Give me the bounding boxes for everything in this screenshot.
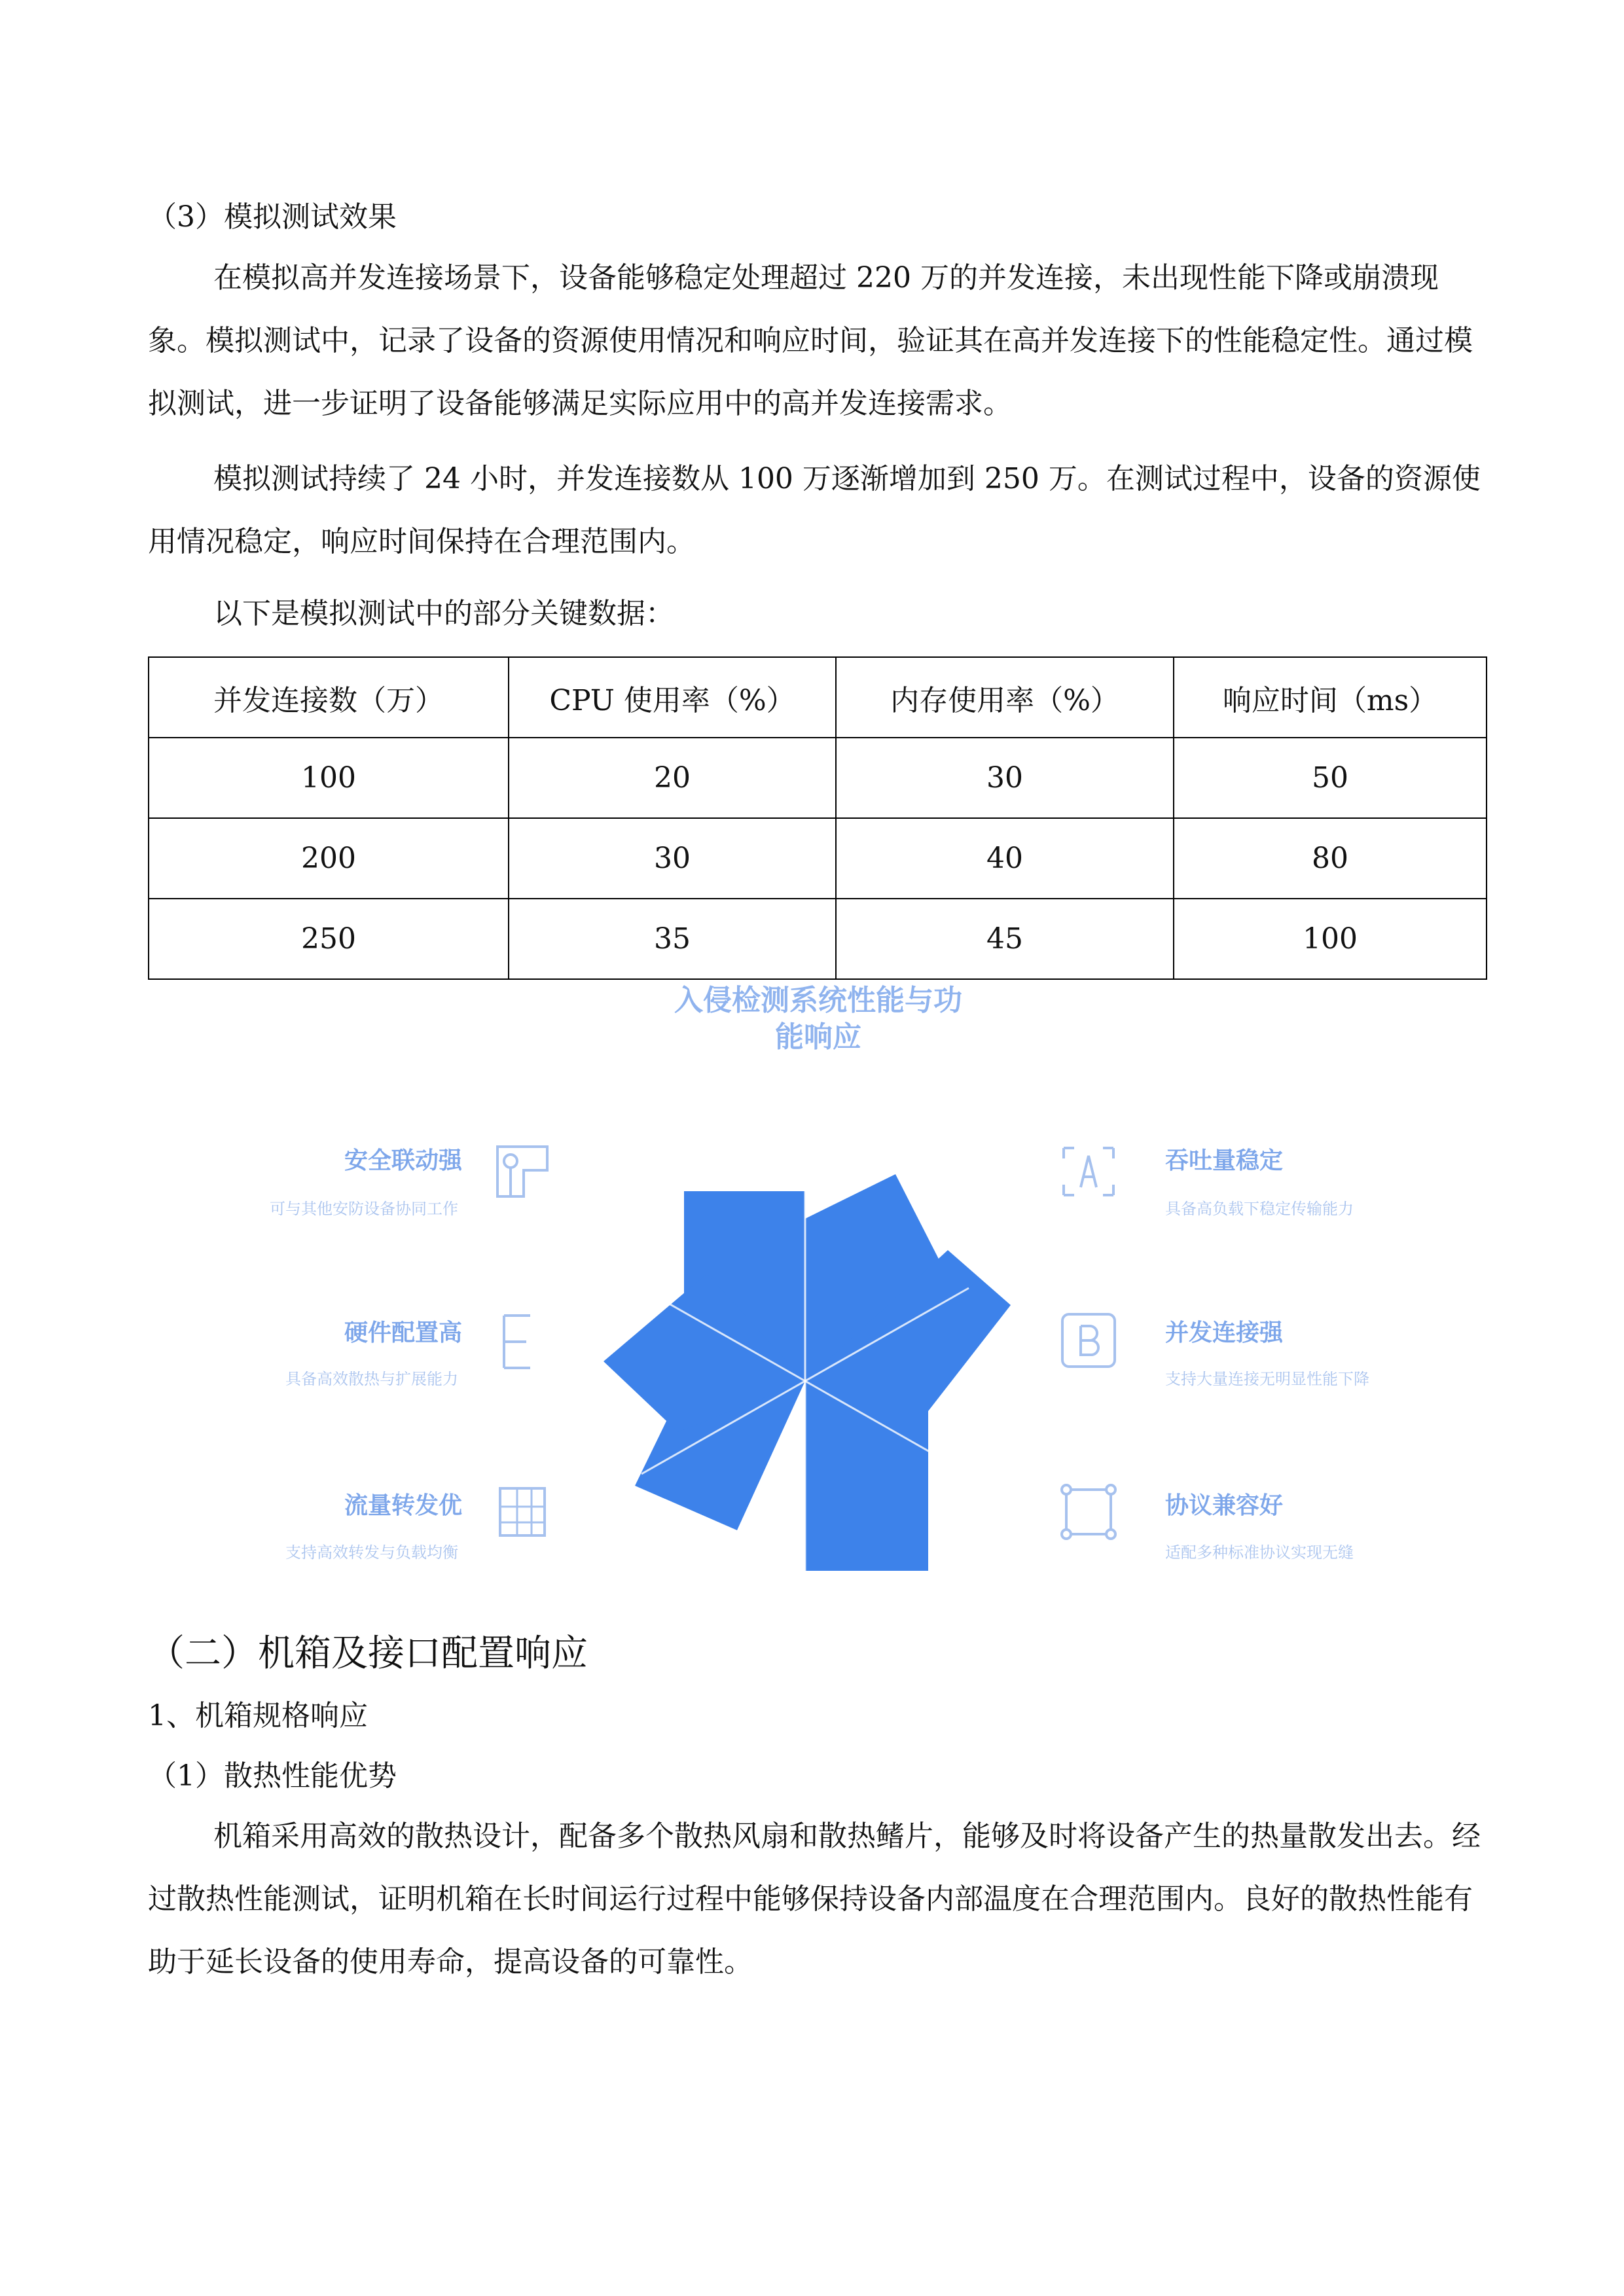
table-cell: 40 (836, 818, 1174, 899)
table-cell: 80 (1174, 818, 1487, 899)
table-row (149, 818, 1487, 899)
layout-icon (491, 1139, 554, 1202)
feature-desc-security-linkage: 可与其他安防设备协同工作 (270, 1200, 458, 1218)
table-header-cell: 响应时间（ms） (1174, 657, 1487, 738)
pinwheel-blade (805, 1381, 928, 1571)
infographic-title-line1: 入侵检测系统性能与功 (674, 984, 962, 1017)
table-cell: 45 (836, 899, 1174, 979)
table-header-cell: CPU 使用率（%） (509, 657, 836, 738)
letter-b-icon (1057, 1309, 1120, 1372)
feature-title-throughput: 吞吐量稳定 (1165, 1147, 1284, 1174)
feature-desc-concurrency: 支持大量连接无明显性能下降 (1165, 1370, 1369, 1388)
feature-desc-hardware-config: 具备高效散热与扩展能力 (285, 1370, 458, 1388)
table-cell: 30 (509, 818, 836, 899)
table-cell: 100 (149, 738, 509, 818)
frame-icon (1057, 1480, 1120, 1543)
feature-title-hardware-config: 硬件配置高 (344, 1319, 463, 1346)
section-heading-simulation: （3）模拟测试效果 (148, 200, 397, 234)
table-header-cell: 并发连接数（万） (149, 657, 509, 738)
feature-desc-throughput: 具备高负载下稳定传输能力 (1165, 1200, 1354, 1218)
infographic (249, 982, 1388, 1604)
table-cell: 20 (509, 738, 836, 818)
table-row (149, 899, 1487, 979)
table-cell: 200 (149, 818, 509, 899)
test-data-table (148, 656, 1487, 980)
feature-desc-traffic-forwarding: 支持高效转发与负载均衡 (285, 1543, 458, 1562)
letter-a-icon (1057, 1139, 1120, 1202)
paragraph-simulation-result: 在模拟高并发连接场景下，设备能够稳定处理超过 220 万的并发连接，未出现性能下降或崩溃现象。模拟测试中，记录了设备的资源使用情况和响应时间，验证其在高并发连接下的性能稳定性。通过模拟测试，进一步证明了设备能够满足实际应用中的高并发连接需求。 (148, 261, 1473, 420)
table-row (149, 738, 1487, 818)
pinwheel-graphic (576, 1165, 1034, 1597)
feature-title-protocol: 协议兼容好 (1165, 1492, 1284, 1519)
section-heading-chassis: （二）机箱及接口配置响应 (148, 1632, 588, 1675)
paragraph-cooling: 机箱采用高效的散热设计，配备多个散热风扇和散热鳍片，能够及时将设备产生的热量散发出去。经过散热性能测试，证明机箱在长时间运行过程中能够保持设备内部温度在合理范围内。良好的散热性能有助于延长设备的使用寿命，提高设备的可靠性。 (148, 1820, 1481, 1979)
table-header-row (149, 657, 1487, 738)
table-cell: 100 (1174, 899, 1487, 979)
infographic-title-line2: 能响应 (775, 1020, 861, 1054)
paragraph-simulation-duration: 模拟测试持续了 24 小时，并发连接数从 100 万逐渐增加到 250 万。在测试过程中，设备的资源使用情况稳定，响应时间保持在合理范围内。 (148, 462, 1481, 558)
paragraph-data-intro: 以下是模拟测试中的部分关键数据： (213, 597, 674, 630)
grid-icon (491, 1480, 554, 1543)
feature-title-concurrency: 并发连接强 (1165, 1319, 1284, 1346)
feature-desc-protocol: 适配多种标准协议实现无缝 (1165, 1543, 1354, 1562)
table-cell: 50 (1174, 738, 1487, 818)
letter-e-icon (491, 1309, 554, 1372)
feature-title-security-linkage: 安全联动强 (344, 1147, 463, 1174)
table-cell: 35 (509, 899, 836, 979)
table-header-cell: 内存使用率（%） (836, 657, 1174, 738)
feature-title-traffic-forwarding: 流量转发优 (344, 1492, 463, 1519)
subsection-heading-chassis-spec: 1、机箱规格响应 (148, 1699, 368, 1732)
subsection-heading-cooling: （1）散热性能优势 (148, 1759, 397, 1793)
table-cell: 30 (836, 738, 1174, 818)
table-cell: 250 (149, 899, 509, 979)
